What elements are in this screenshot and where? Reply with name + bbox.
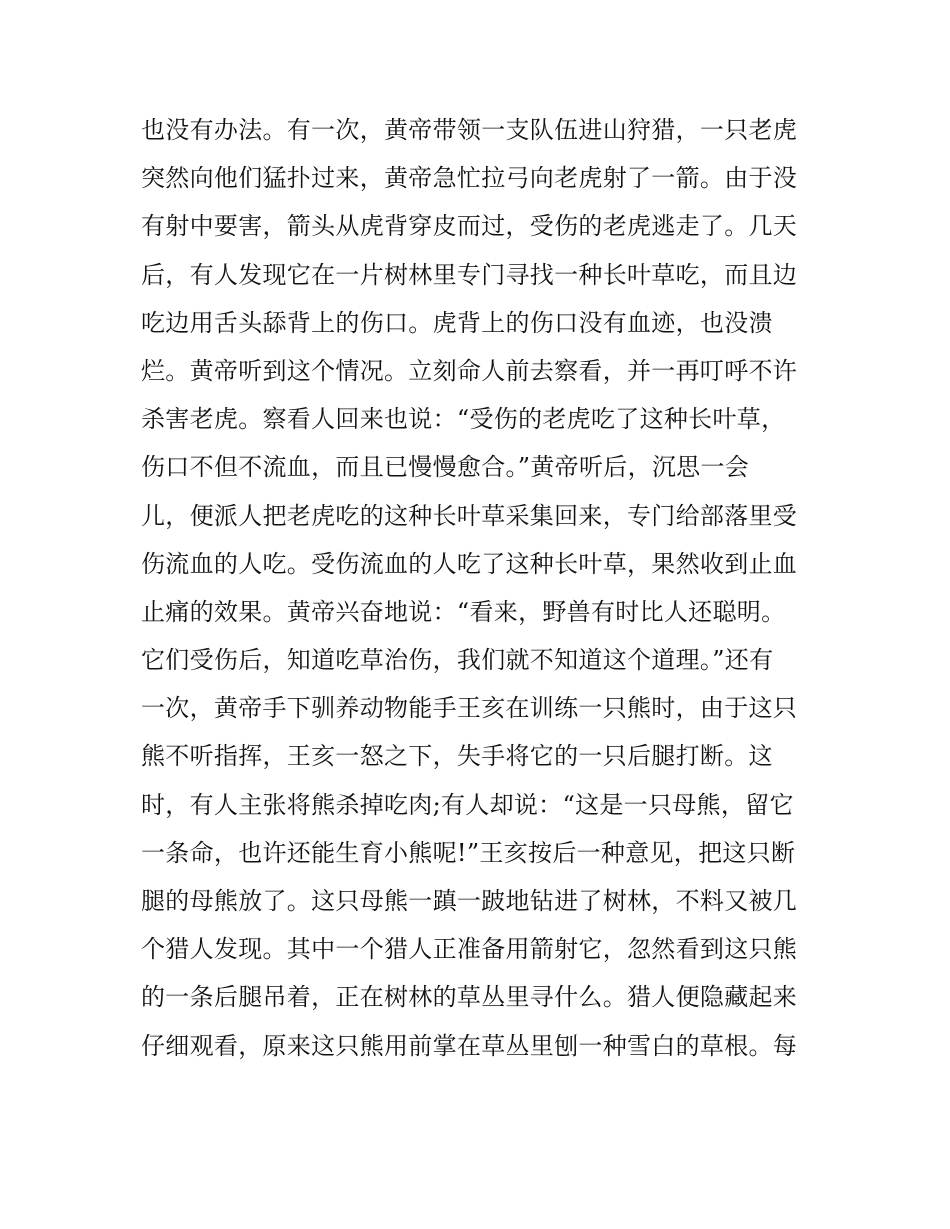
text-line-12: 它们受伤后，知道吃草治伤，我们就不知道这个道理。”还有 bbox=[141, 646, 774, 675]
text-line-11: 止痛的效果。黄帝兴奋地说：“看来，野兽有时比人还聪明。 bbox=[141, 597, 786, 626]
text-line-19: 的一条后腿吊着，正在树林的草丛里寻什么。猎人便隐藏起来 bbox=[141, 983, 798, 1012]
text-line-10: 伤流血的人吃。受伤流血的人吃了这种长叶草，果然收到止血 bbox=[141, 549, 798, 578]
text-line-20: 仔细观看，原来这只熊用前掌在草丛里刨一种雪白的草根。每 bbox=[141, 1031, 798, 1060]
text-line-6: 烂。黄帝听到这个情况。立刻命人前去察看，并一再叮呼不许 bbox=[141, 356, 798, 385]
text-line-17: 腿的母熊放了。这只母熊一蹎一跛地钻进了树林，不料又被几 bbox=[141, 887, 798, 915]
text-line-14: 熊不听指挥，王亥一怒之下，失手将它的一只后腿打断。这 bbox=[141, 742, 773, 771]
text-line-1: 也没有办法。有一次，黄帝带领一支队伍进山狩猎，一只老虎 bbox=[141, 116, 798, 144]
text-line-5: 吃边用舌头舔背上的伤口。虎背上的伤口没有血迹，也没溃 bbox=[141, 308, 773, 337]
text-line-7: 杀害老虎。察看人回来也说：“受伤的老虎吃了这种长叶草， bbox=[141, 405, 786, 434]
text-line-8: 伤口不但不流血，而且已慢慢愈合。”黄帝听后，沉思一会 bbox=[141, 453, 750, 482]
text-line-3: 有射中要害，箭头从虎背穿皮而过，受伤的老虎逃走了。几天 bbox=[141, 212, 798, 241]
text-line-2: 突然向他们猛扑过来，黄帝急忙拉弓向老虎射了一箭。由于没 bbox=[141, 164, 798, 193]
text-line-16: 一条命，也许还能生育小熊呢!”王亥按后一种意见，把这只断 bbox=[141, 838, 796, 867]
text-line-18: 个猎人发现。其中一个猎人正准备用箭射它，忽然看到这只熊 bbox=[141, 935, 798, 964]
text-line-13: 一次，黄帝手下驯养动物能手王亥在训练一只熊时，由于这只 bbox=[141, 694, 798, 723]
body-paragraph bbox=[141, 106, 821, 1070]
text-line-15: 时，有人主张将熊杀掉吃肉;有人却说：“这是一只母熊，留它 bbox=[141, 790, 794, 819]
text-line-4: 后，有人发现它在一片树林里专门寻找一种长叶草吃，而且边 bbox=[141, 260, 798, 289]
text-line-9: 儿，便派人把老虎吃的这种长叶草采集回来，专门给部落里受 bbox=[141, 501, 798, 530]
